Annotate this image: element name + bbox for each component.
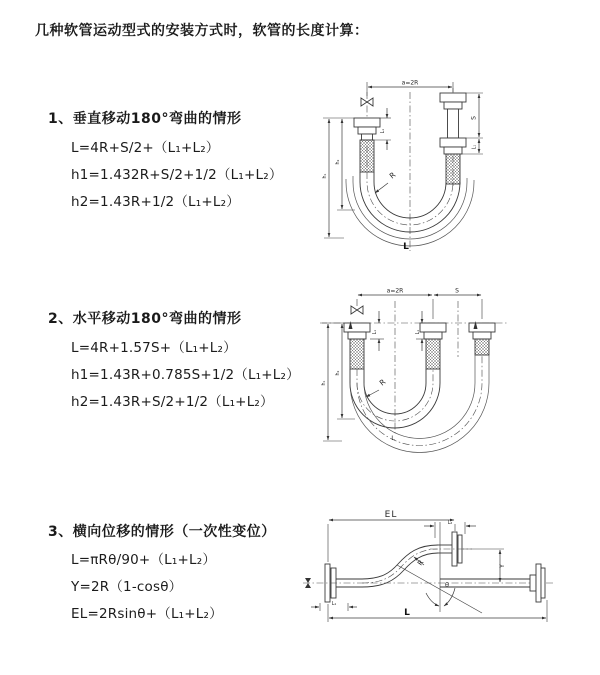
section1-formula-h2: h2=1.43R+1/2（L₁+L₂） <box>71 194 240 210</box>
left-pipe-assembly <box>354 92 380 172</box>
section2-formula-h1: h1=1.43R+0.785S+1/2（L₁+L₂） <box>71 367 300 383</box>
radius-label: R <box>377 377 388 388</box>
section3-heading: 3、横向位移的情形（一次性变位） <box>48 524 276 540</box>
dim-l1-left <box>370 311 384 351</box>
angle-construction <box>397 522 482 613</box>
dim-l1-left <box>374 108 391 150</box>
radius-callout <box>414 557 426 567</box>
radius-label: R <box>387 170 398 181</box>
right-pipe-assembly <box>440 88 466 186</box>
dim-a2r-label: a=2R <box>386 287 404 295</box>
section3-formula-L: L=πRθ/90+（L₁+L₂） <box>71 552 217 568</box>
dim-h2-label: h₂ <box>336 159 341 165</box>
diagram-vertical-180-bend <box>310 68 510 260</box>
dim-l <box>328 600 547 622</box>
angle-theta-label: θ <box>445 581 449 589</box>
right-pipe-assembly <box>469 323 495 355</box>
dim-h2-label: h₂ <box>336 370 341 376</box>
hose-s-curve <box>362 545 438 587</box>
radius-callout <box>375 170 397 193</box>
radius-label: R <box>416 558 426 568</box>
diagram-lateral-displacement <box>300 508 565 642</box>
dim-l2-label: L₂ <box>447 521 453 526</box>
dim-l2 <box>424 520 476 538</box>
middle-pipe-assembly <box>420 323 446 369</box>
dim-l1 <box>311 601 357 611</box>
diagram-horizontal-180-bend <box>312 283 517 468</box>
dim-el-label: EL <box>384 510 398 520</box>
dim-a2r-label: a=2R <box>401 79 419 87</box>
dim-h1-label: h₁ <box>323 173 328 179</box>
dim-s-label: S <box>455 287 459 295</box>
section3-formula-Y: Y=2R（1-cosθ） <box>71 579 183 595</box>
dim-h1-label: h₁ <box>322 380 327 386</box>
dim-l1-label: L₁ <box>331 602 337 607</box>
dim-l1-left-label: L₁ <box>373 329 378 335</box>
hose-u-displaced <box>350 355 489 453</box>
dim-s-label: S <box>470 116 478 120</box>
length-label: L <box>404 608 410 618</box>
valve-icon <box>351 306 363 314</box>
section1-formula-L: L=4R+S/2+（L₁+L₂） <box>71 140 220 156</box>
left-pipe-assembly <box>344 323 370 369</box>
section1-formula-h1: h1=1.432R+S/2+1/2（L₁+L₂） <box>71 167 283 183</box>
dim-h <box>322 118 355 238</box>
dim-y <box>463 549 506 582</box>
dim-l1-right-label: L₁ <box>472 144 478 150</box>
section2-formula-L: L=4R+1.57S+（L₁+L₂） <box>71 340 237 356</box>
section2-heading: 2、水平移动180°弯曲的情形 <box>48 311 242 327</box>
dim-top <box>357 288 482 320</box>
dim-l1-left-label: L₁ <box>381 128 386 134</box>
dim-y-label: Y <box>498 564 506 568</box>
length-label: L <box>403 242 409 252</box>
radius-callout <box>366 377 387 397</box>
length-label: L <box>391 434 395 442</box>
dim-el <box>328 510 455 562</box>
page-title: 几种软管运动型式的安装方式时，软管的长度计算： <box>35 23 369 39</box>
section1-heading: 1、垂直移动180°弯曲的情形 <box>48 111 242 127</box>
section2-formula-h2: h2=1.43R+S/2+1/2（L₁+L₂） <box>71 394 274 410</box>
dim-l1-mid-label: L₁ <box>416 329 421 335</box>
section3-formula-EL: EL=2Rsinθ+（L₁+L₂） <box>71 606 223 622</box>
